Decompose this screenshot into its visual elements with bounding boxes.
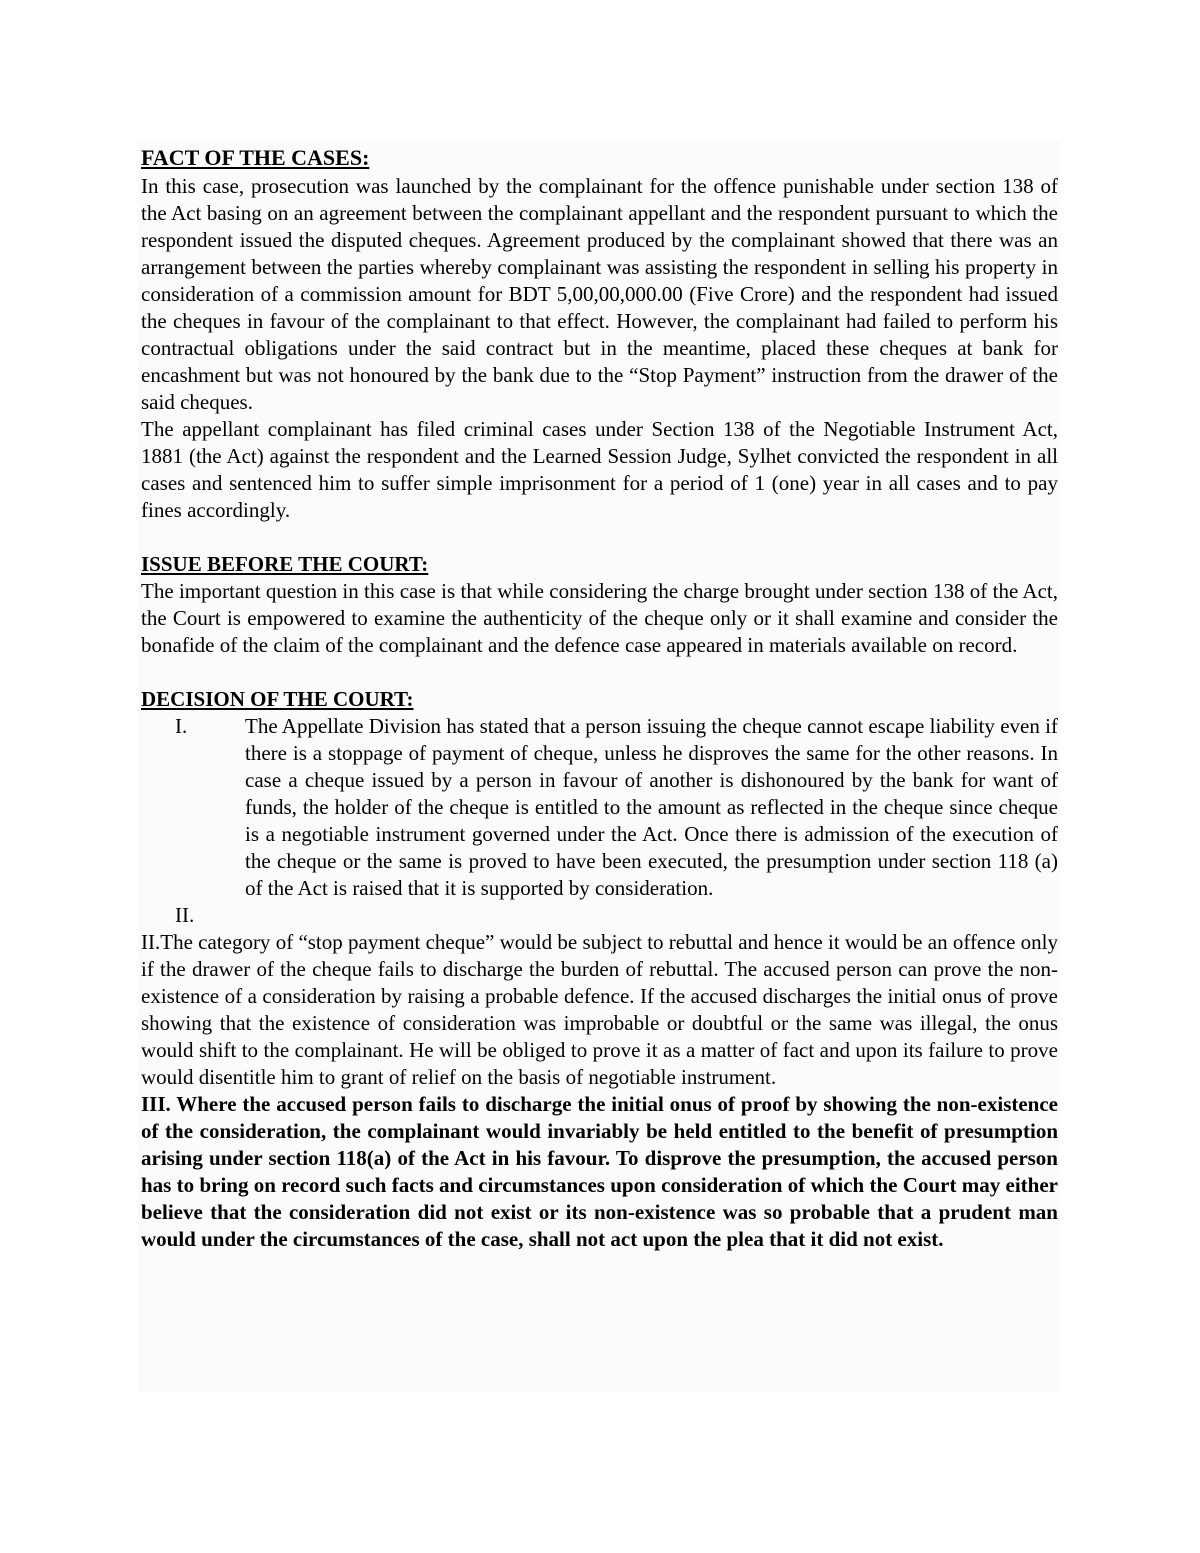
fact-heading: FACT OF THE CASES: [141,145,370,170]
decision-item-2-paragraph: II.The category of “stop payment cheque” would be subject to rebuttal and hence it would be an offence only if the drawer of the cheque fails to discharge the burden of rebuttal. The accused person can prove the non-existence of a consideration by raising a probable defence. If the accused discharges the initial onus of prove showing that the existence of consideration was improbable or doubtful or the same was illegal, the onus would shift to the complainant. He will be obliged to prove it as a matter of fact and upon its failure to prove would disentitle him to grant of relief on the basis of negotiable instrument. [141,930,1058,1089]
decision-item-1-text: The Appellate Division has stated that a person issuing the cheque cannot escape liability even if there is a stoppage of payment of cheque, unless he disproves the same for the other reasons. In case a cheque issued by a person in favour of another is dishonoured by the bank for want of funds, the holder of the cheque is entitled to the amount as reflected in the cheque since cheque is a negotiable instrument governed under the Act. Once there is admission of the execution of the cheque or the same is proved to have been executed, the presumption under section 118 (a) of the Act is raised that it is supported by consideration. [245,714,1058,900]
issue-paragraph: The important question in this case is that while considering the charge brought under section 138 of the Act, the Court is empowered to examine the authenticity of the cheque only or it shall examine and consider the bonafide of the claim of the complainant and the defence case appeared in materials available on record. [141,579,1058,657]
document-page [141,143,1058,1253]
decision-item-2-number: II. [175,903,195,927]
issue-heading: ISSUE BEFORE THE COURT: [141,552,429,576]
fact-paragraph-1: In this case, prosecution was launched by the complainant for the offence punishable under section 138 of the Act basing on an agreement between the complainant appellant and the respondent pursuant to which the respondent issued the disputed cheques. Agreement produced by the complainant showed that there was an arrangement between the parties whereby complainant was assisting the respondent in selling his property in consideration of a commission amount for BDT 5,00,00,000.00 (Five Crore) and the respondent had issued the cheques in favour of the complainant to that effect. However, the complainant had failed to perform his contractual obligations under the said contract but in the meantime, placed these cheques at bank for encashment but was not honoured by the bank due to the “Stop Payment” instruction from the drawer of the said cheques. [141,174,1058,414]
decision-heading: DECISION OF THE COURT: [141,687,414,711]
fact-paragraph-2: The appellant complainant has filed criminal cases under Section 138 of the Negotiable Instrument Act, 1881 (the Act) against the respondent and the Learned Session Judge, Sylhet convicted the respondent in all cases and sentenced him to suffer simple imprisonment for a period of 1 (one) year in all cases and to pay fines accordingly. [141,417,1058,522]
decision-item-3-paragraph: III. Where the accused person fails to discharge the initial onus of proof by showing the non-existence of the consideration, the complainant would invariably be held entitled to the benefit of presumption arising under section 118(a) of the Act in his favour. To disprove the presumption, the accused person has to bring on record such facts and circumstances upon consideration of which the Court may either believe that the consideration did not exist or its non-existence was so probable that a prudent man would under the circumstances of the case, shall not act upon the plea that it did not exist. [141,1092,1058,1251]
decision-item-2 [141,902,1058,929]
decision-item-1 [141,713,1058,902]
decision-item-1-number: I. [175,714,188,738]
